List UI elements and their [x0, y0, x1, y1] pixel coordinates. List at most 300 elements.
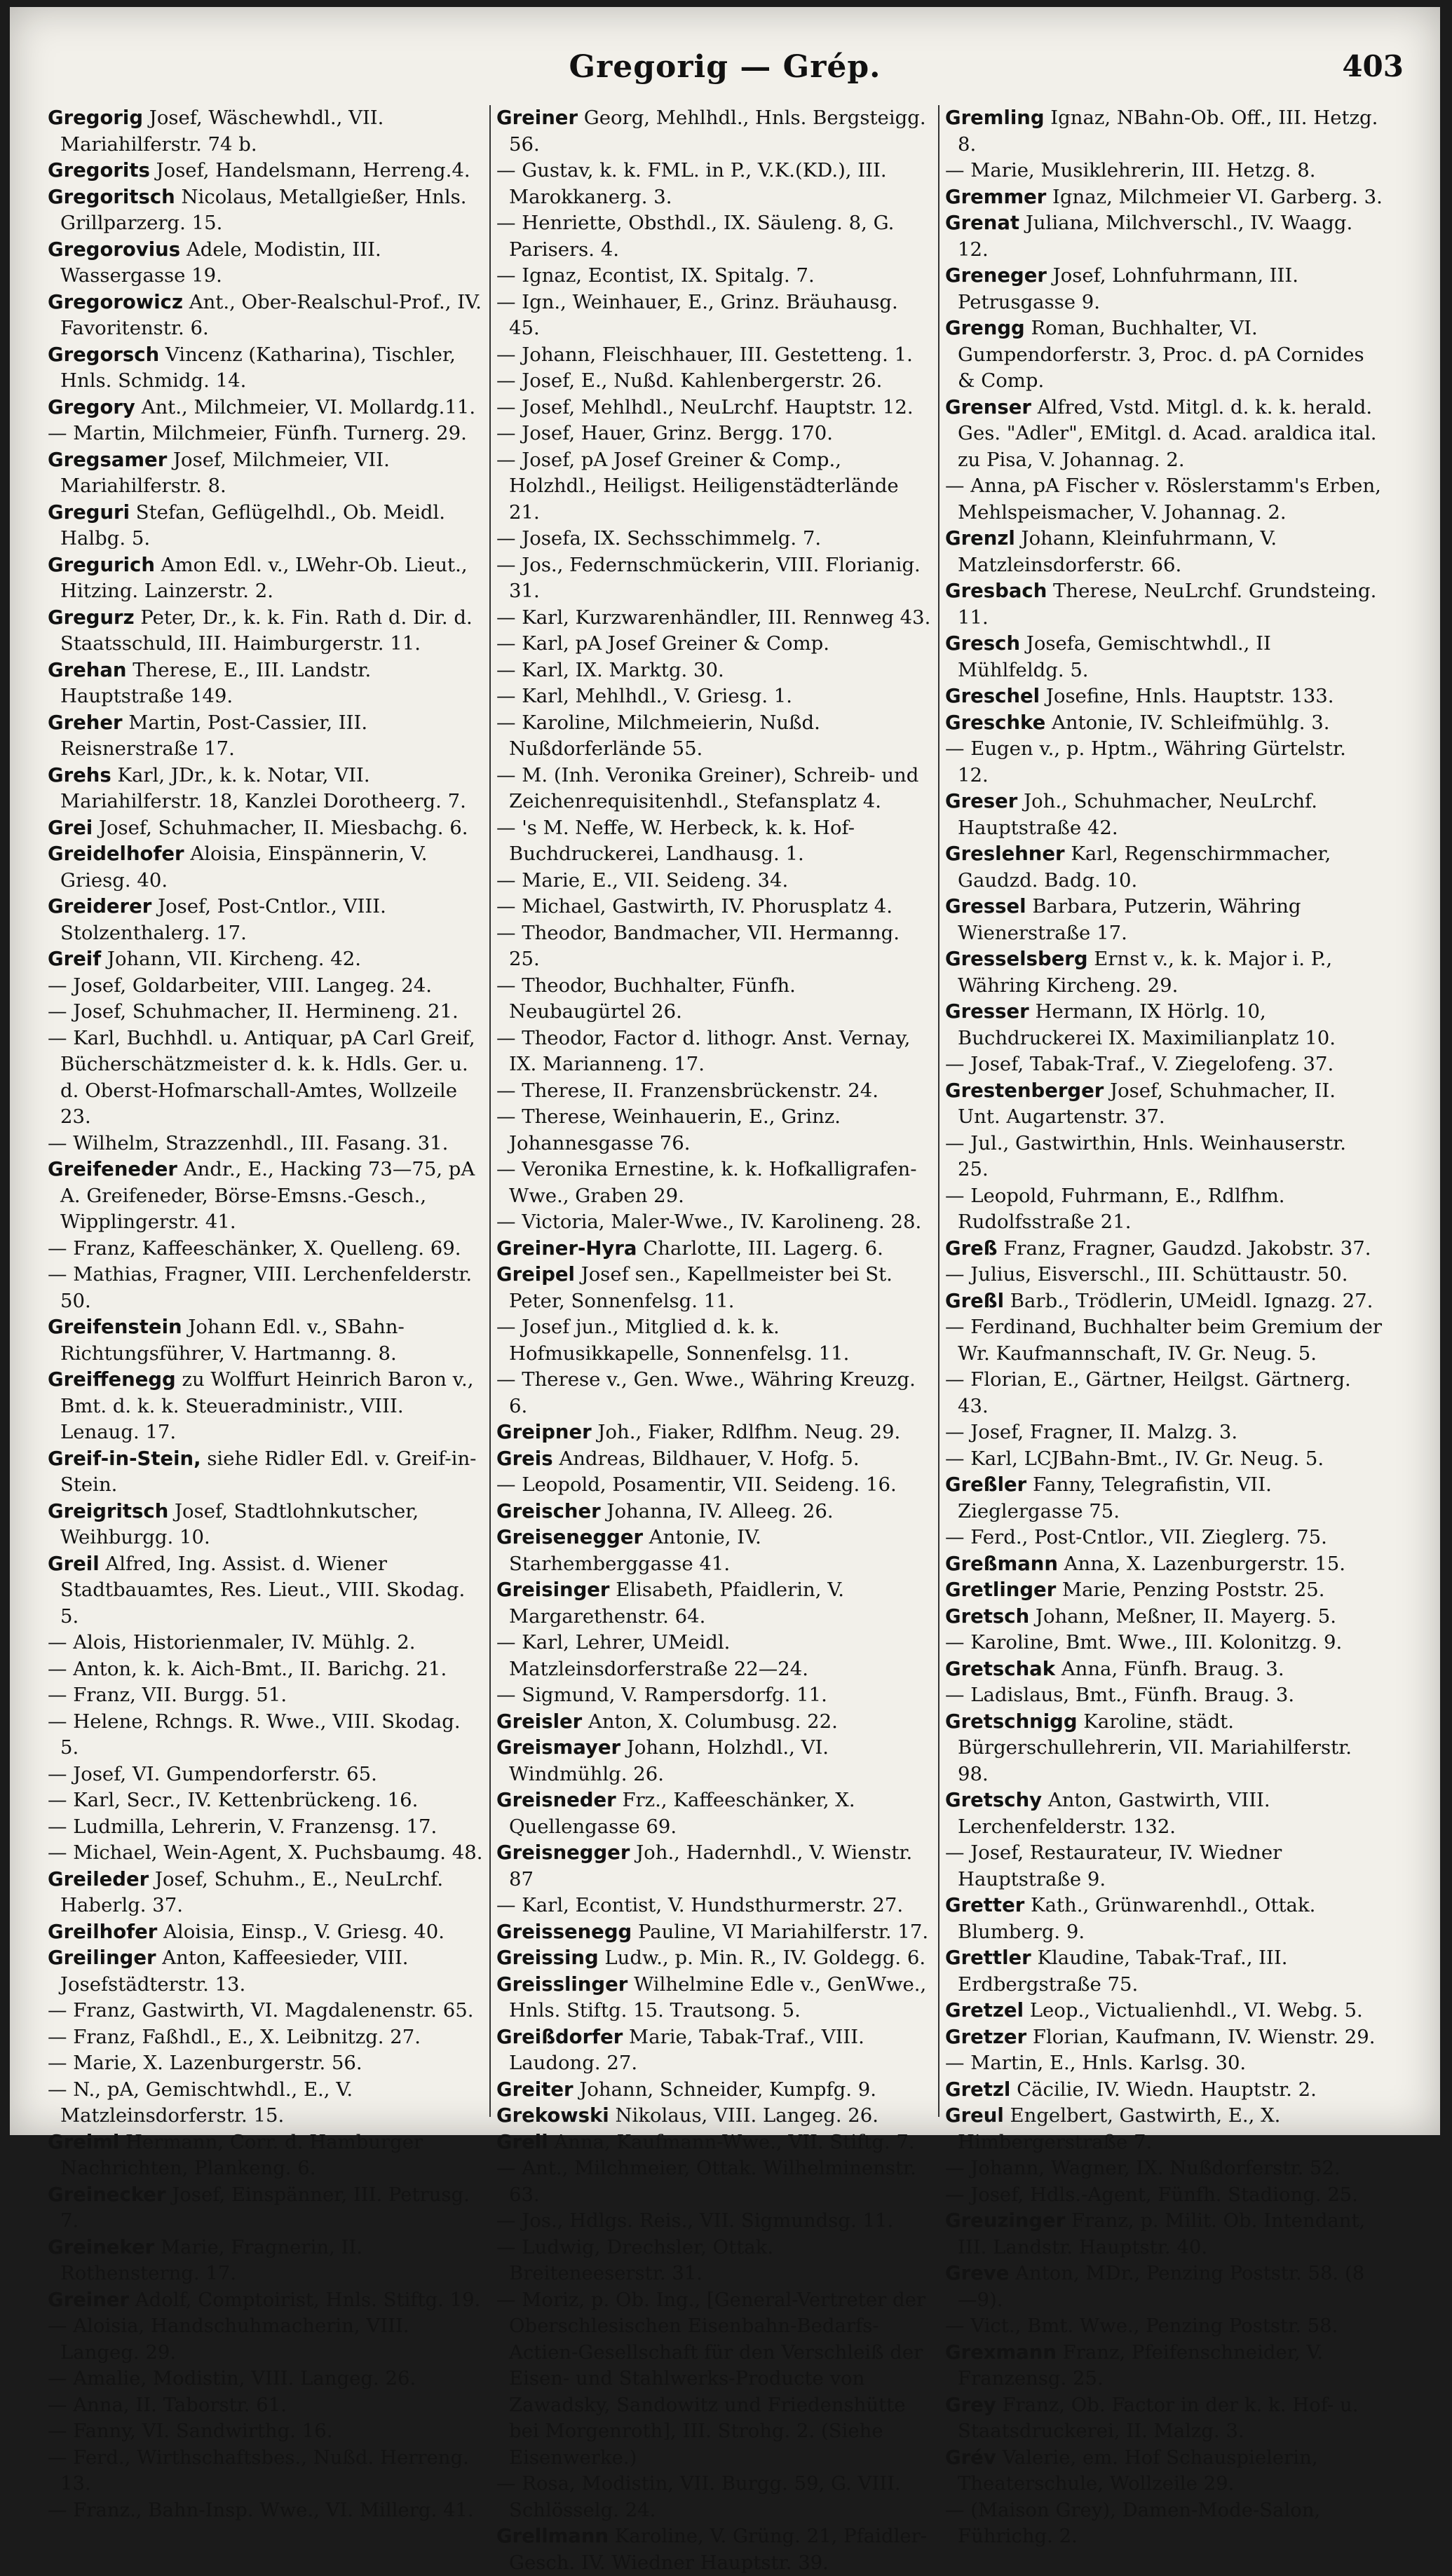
- entry-details: Johann, Kleinfuhrmann, V. Matzleinsdorferstr. 66.: [958, 527, 1277, 576]
- entry-details: — Michael, Gastwirth, IV. Phorusplatz 4.: [496, 895, 893, 918]
- entry-details: Aloisia, Einspännerin, V. Griesg. 40.: [60, 843, 428, 892]
- entry-details: Josefa, Gemischtwhdl., II Mühlfeldg. 5.: [958, 632, 1271, 681]
- entry-surname: Greißdorfer: [496, 2025, 623, 2048]
- entry-details: Alfred, Ing. Assist. d. Wiener Stadtbauamtes, Res. Lieut., VIII. Skodag. 5.: [60, 1552, 466, 1628]
- entry-details: Valerie, em. Hof Schauspielerin, Theaterschule, Wollzeile 29.: [958, 2446, 1318, 2495]
- entry-details: Josef, Schuhmacher, II. Miesbachg. 6.: [93, 816, 468, 839]
- directory-entry: [48, 2182, 484, 2235]
- entry-surname: Gregsamer: [48, 448, 168, 471]
- entry-details: — Franz, VII. Burgg. 51.: [48, 1684, 287, 1706]
- directory-entry: [945, 2155, 1383, 2182]
- entry-details: — Josef, Mehlhdl., NeuLrchf. Hauptstr. 12.: [496, 395, 914, 418]
- entry-details: — Sigmund, V. Rampersdorfg. 11.: [496, 1684, 827, 1706]
- entry-surname: Greneger: [945, 264, 1047, 287]
- directory-entry: [496, 210, 932, 263]
- entry-details: Franz, Fragner, Gaudzd. Jakobstr. 37.: [997, 1236, 1371, 1260]
- directory-entry: [496, 158, 932, 210]
- entry-surname: Grenzl: [945, 527, 1015, 550]
- entry-surname: Gretschnigg: [945, 1710, 1078, 1733]
- entry-details: — Rosa, Modistin, VII. Burgg. 59, G. VIII. Schlösselg. 24.: [496, 2472, 901, 2521]
- entry-surname: Grellmann: [496, 2525, 609, 2547]
- directory-entry: [945, 1787, 1383, 1840]
- directory-entry: [945, 2050, 1383, 2077]
- entry-details: Josef, Einspänner, III. Petrusg. 7.: [60, 2183, 470, 2232]
- entry-details: — Martin, E., Hnls. Karlsg. 30.: [945, 2052, 1247, 2074]
- directory-entry: [496, 1078, 932, 1105]
- entry-details: Johann Edl. v., SBahn-Richtungsführer, V. Hartmanng. 8.: [60, 1316, 405, 1365]
- directory-entry: [945, 2497, 1383, 2550]
- column-1: [42, 105, 491, 2521]
- entry-details: Adolf, Comptoirist, Hnls. Stiftg. 19.: [129, 2288, 481, 2311]
- entry-details: Elisabeth, Pfaidlerin, V. Margarethenstr. 64.: [509, 1579, 844, 1628]
- entry-details: Roman, Buchhalter, VI. Gumpendorferstr. 3, Proc. d. pA Cornides & Comp.: [958, 317, 1364, 392]
- directory-entry: [48, 447, 484, 500]
- entry-details: — Ferd., Wirthschaftsbes., Nußd. Herreng. 13.: [48, 2446, 469, 2495]
- entry-surname: Greiffenegg: [48, 1368, 176, 1391]
- entry-details: Nikolaus, VIII. Langeg. 26.: [609, 2104, 879, 2127]
- entry-details: — Karl, Secr., IV. Kettenbrückeng. 16.: [48, 1789, 419, 1811]
- directory-entry: [945, 473, 1383, 526]
- entry-surname: Greschel: [945, 685, 1040, 707]
- directory-entry: [496, 552, 932, 605]
- entry-surname: Greipner: [496, 1421, 592, 1443]
- entry-surname: Grei: [48, 816, 93, 839]
- directory-entry: [496, 1499, 932, 1525]
- directory-entry: [945, 315, 1383, 395]
- entry-details: — Florian, E., Gärtner, Heilgst. Gärtnerg. 43.: [945, 1368, 1351, 1417]
- entry-details: — Josef, Restaurateur, IV. Wiedner Hauptstraße 9.: [945, 1841, 1282, 1890]
- directory-entry: [48, 999, 484, 1025]
- directory-entry: [945, 2182, 1383, 2209]
- directory-entry: [945, 736, 1383, 789]
- directory-entry: [48, 395, 484, 421]
- directory-entry: [48, 1157, 484, 1236]
- directory-entry: [945, 2313, 1383, 2340]
- entry-surname: Greil: [48, 1552, 100, 1575]
- directory-entry: [496, 1236, 932, 1262]
- entry-details: Karoline, städt. Bürgerschullehrerin, VII. Mariahilferstr. 98.: [958, 1710, 1352, 1785]
- directory-entry: [496, 657, 932, 684]
- directory-entry: [496, 920, 932, 973]
- entry-surname: Gregorsch: [48, 343, 160, 366]
- entry-surname: Greiner: [496, 107, 578, 129]
- directory-entry: [945, 2024, 1383, 2051]
- entry-details: — Jul., Gastwirthin, Hnls. Weinhauserstr. 25.: [945, 1131, 1347, 1180]
- entry-details: — Theodor, Buchhalter, Fünfh. Neubaugürtel 26.: [496, 974, 796, 1023]
- entry-details: Josef, Milchmeier, VII. Mariahilferstr. 8.: [60, 448, 390, 497]
- entry-details: — Therese, II. Franzensbrückenstr. 24.: [496, 1079, 879, 1102]
- entry-surname: Greidelhofer: [48, 843, 184, 865]
- directory-entry: [48, 1131, 484, 1157]
- directory-entry: [496, 2129, 932, 2156]
- directory-entry: [496, 894, 932, 920]
- entry-details: Andr., E., Hacking 73—75, pA A. Greifeneder, Börse-Emsns.-Gesch., Wipplingerstr. 41.: [60, 1158, 475, 1233]
- directory-entry: [945, 2392, 1383, 2445]
- entry-details: — Ferd., Post-Cntlor., VII. Zieglerg. 75.: [945, 1526, 1327, 1548]
- entry-details: — Josef, Goldarbeiter, VIII. Langeg. 24.: [48, 974, 432, 997]
- running-head: Gregorig — Grép.: [569, 49, 881, 85]
- entry-surname: Gretlinger: [945, 1579, 1057, 1601]
- entry-surname: Gregorig: [48, 107, 144, 129]
- entry-details: Wilhelmine Edle v., GenWwe., Hnls. Stiftg. 15. Trautsong. 5.: [509, 1972, 927, 2022]
- directory-entry: [48, 1551, 484, 1630]
- entry-details: — Aloisia, Handschuhmacherin, VIII. Langeg. 29.: [48, 2315, 409, 2364]
- directory-entry: [496, 2155, 932, 2208]
- entry-surname: Gregorovius: [48, 238, 181, 261]
- directory-entry: [48, 1840, 484, 1867]
- entry-surname: Greif-in-Stein,: [48, 1447, 201, 1470]
- directory-entry: [945, 1183, 1383, 1236]
- entry-details: — Franz, Kaffeeschänker, X. Quelleng. 69.: [48, 1236, 461, 1260]
- directory-entry: [48, 1919, 484, 1946]
- directory-entry: [945, 210, 1383, 263]
- entry-surname: Greissenegg: [496, 1920, 632, 1943]
- directory-entry: [48, 1025, 484, 1131]
- directory-entry: [496, 1735, 932, 1787]
- entry-details: Karl, Regenschirmmacher, Gaudzd. Badg. 10.: [958, 843, 1331, 892]
- entry-details: — Jos., Hdlgs. Reis., VII. Sigmundsg. 11.: [496, 2209, 894, 2232]
- entry-details: Stefan, Geflügelhdl., Ob. Meidl. Halbg. 5.: [60, 500, 446, 550]
- entry-surname: Greissing: [496, 1947, 599, 1969]
- directory-entry: [48, 1630, 484, 1656]
- entry-details: Hermann, Corr. d. Hamburger Nachrichten, Plankeng. 6.: [60, 2130, 423, 2179]
- entry-details: Vincenz (Katharina), Tischler, Hnls. Schmidg. 14.: [60, 343, 456, 392]
- directory-entry: [496, 395, 932, 421]
- directory-entry: [945, 1314, 1383, 1367]
- directory-entry: [48, 1314, 484, 1367]
- entry-details: — Karl, IX. Marktg. 30.: [496, 658, 724, 681]
- entry-details: — Amalie, Modistin, VIII. Langeg. 26.: [48, 2367, 416, 2390]
- directory-entry: [496, 447, 932, 526]
- directory-page: [10, 7, 1440, 2574]
- directory-entry: [496, 342, 932, 369]
- entry-details: — Karl, Buchhdl. u. Antiquar, pA Carl Greif, Bücherschätzmeister d. k. k. Hdls. Ger. u. d. Oberst-Hofmarschall-Amtes, Wollzeile 23.: [48, 1026, 475, 1128]
- directory-entry: [48, 1656, 484, 1683]
- entry-details: Anna, Kaufmann-Wwe., VII. Stiftg. 7.: [548, 2130, 915, 2153]
- entry-surname: Gregory: [48, 395, 135, 418]
- directory-entry: [48, 1682, 484, 1709]
- entry-surname: Greß: [945, 1236, 998, 1260]
- entry-details: Josef, Post-Cntlor., VIII. Stolzenthalerg. 17.: [60, 895, 386, 944]
- entry-details: Barbara, Putzerin, Währing Wienerstraße 17.: [958, 895, 1301, 944]
- directory-entry: [48, 2050, 484, 2077]
- entry-details: Barb., Trödlerin, UMeidl. Ignazg. 27.: [1004, 1289, 1373, 1312]
- directory-entry: [496, 1682, 932, 1709]
- directory-entry: [496, 2103, 932, 2129]
- entry-details: — Karl, Econtist, V. Hundsthurmerstr. 27.: [496, 1894, 904, 1916]
- directory-entry: [496, 105, 932, 158]
- entry-surname: Gresch: [945, 632, 1021, 655]
- directory-entry: [496, 763, 932, 815]
- entry-surname: Gresbach: [945, 580, 1047, 602]
- directory-entry: [945, 946, 1383, 999]
- directory-entry: [48, 184, 484, 237]
- entry-surname: Greifeneder: [48, 1158, 177, 1180]
- directory-entry: [945, 1367, 1383, 1419]
- directory-entry: [496, 421, 932, 447]
- directory-entry: [48, 2392, 484, 2419]
- entry-surname: Greiderer: [48, 895, 152, 918]
- entry-details: — Mathias, Fragner, VIII. Lerchenfelderstr. 50.: [48, 1263, 473, 1312]
- directory-entry: [48, 1236, 484, 1262]
- entry-details: — Leopold, Posamentir, VII. Seideng. 16.: [496, 1473, 897, 1496]
- directory-entry: [945, 105, 1383, 158]
- directory-entry: [48, 2418, 484, 2445]
- directory-entry: [496, 605, 932, 632]
- entry-details: Anton, Gastwirth, VIII. Lerchenfelderstr. 132.: [958, 1789, 1270, 1838]
- entry-surname: Gregorowicz: [48, 290, 183, 313]
- entry-details: — Josef, VI. Gumpendorferstr. 65.: [48, 1762, 377, 1785]
- entry-details: — Ign., Weinhauer, E., Grinz. Bräuhausg. 45.: [496, 290, 898, 339]
- directory-entry: [48, 657, 484, 710]
- entry-surname: Gretschak: [945, 1657, 1056, 1680]
- directory-entry: [48, 552, 484, 605]
- entry-details: Cäcilie, IV. Wiedn. Hauptstr. 2.: [1010, 2078, 1317, 2101]
- entry-details: — Ludmilla, Lehrerin, V. Franzensg. 17.: [48, 1815, 437, 1838]
- directory-entry: [48, 1867, 484, 1919]
- entry-details: Franz, Ob. Factor in der k. k. Hof- u. Staatsdruckerei, II. Malzg. 3.: [958, 2393, 1359, 2442]
- directory-entry: [48, 2235, 484, 2287]
- directory-entry: [945, 1446, 1383, 1473]
- directory-entry: [496, 1472, 932, 1499]
- entry-surname: Gremmer: [945, 185, 1047, 208]
- directory-entry: [48, 2313, 484, 2366]
- entry-surname: Greßmann: [945, 1552, 1058, 1575]
- directory-entry: [48, 946, 484, 973]
- directory-entry: [945, 1893, 1383, 1945]
- entry-surname: Greiner: [48, 2288, 130, 2311]
- entry-details: Joh., Fiaker, Rdlfhm. Neug. 29.: [591, 1421, 901, 1443]
- entry-surname: Greser: [945, 790, 1018, 812]
- directory-entry: [945, 1288, 1383, 1315]
- entry-details: — Marie, E., VII. Seideng. 34.: [496, 868, 789, 892]
- entry-details: — Jos., Federnschmückerin, VIII. Florianig. 31.: [496, 553, 921, 602]
- entry-details: Johanna, IV. Alleeg. 26.: [600, 1499, 834, 1522]
- entry-details: — Josef, Hdls.-Agent, Fünfh. Stadiong. 25.: [945, 2183, 1359, 2206]
- directory-entry: [496, 1419, 932, 1446]
- entry-details: — Ferdinand, Buchhalter beim Gremium der Wr. Kaufmannschaft, IV. Gr. Neug. 5.: [945, 1316, 1382, 1365]
- entry-surname: Greiml: [48, 2130, 120, 2153]
- directory-entry: [496, 2471, 932, 2523]
- entry-details: — Franz, Gastwirth, VI. Magdalenenstr. 65.: [48, 1999, 474, 2022]
- entry-details: — Ignaz, Econtist, IX. Spitalg. 7.: [496, 264, 815, 287]
- entry-surname: Greguri: [48, 500, 130, 524]
- directory-entry: [945, 1236, 1383, 1262]
- directory-entry: [48, 841, 484, 894]
- entry-details: Karl, JDr., k. k. Notar, VII. Mariahilferstr. 18, Kanzlei Dorotheerg. 7.: [60, 763, 466, 812]
- directory-entry: [496, 263, 932, 289]
- directory-entry: [48, 2445, 484, 2497]
- directory-entry: [496, 1919, 932, 1946]
- entry-details: — 's M. Neffe, W. Herbeck, k. k. Hof-Buchdruckerei, Landhausg. 1.: [496, 816, 855, 865]
- entry-details: Pauline, VI Mariahilferstr. 17.: [632, 1920, 929, 1943]
- entry-details: Ant., Milchmeier, VI. Mollardg.11.: [135, 395, 476, 418]
- directory-entry: [496, 2523, 932, 2576]
- entry-surname: Gretter: [945, 1894, 1025, 1916]
- entry-details: Franz, p. Milit. Ob. Intendant, III. Landstr. Hauptstr. 40.: [958, 2209, 1366, 2258]
- directory-entry: [48, 2024, 484, 2051]
- entry-details: — Josef, Schuhmacher, II. Hermineng. 21.: [48, 1000, 459, 1023]
- entry-details: Josef sen., Kapellmeister bei St. Peter, Sonnenfelsg. 11.: [509, 1263, 893, 1312]
- directory-entry: [496, 1709, 932, 1736]
- entry-details: Marie, Fragnerin, II. Rothensterng. 17.: [60, 2235, 363, 2284]
- entry-details: Anton, X. Columbusg. 22.: [582, 1710, 838, 1733]
- entry-details: siehe Ridler Edl. v. Greif-in-Stein.: [60, 1447, 477, 1496]
- entry-details: — Michael, Wein-Agent, X. Puchsbaumg. 48.: [48, 1841, 483, 1864]
- directory-entry: [48, 1998, 484, 2024]
- entry-surname: Grév: [945, 2446, 996, 2469]
- entry-surname: Grexmann: [945, 2340, 1057, 2364]
- entry-surname: Greisler: [496, 1710, 583, 1733]
- directory-entry: [496, 1577, 932, 1630]
- entry-details: — Therese v., Gen. Wwe., Währing Kreuzg. 6.: [496, 1368, 916, 1417]
- entry-surname: Greisenegger: [496, 1526, 644, 1548]
- entry-details: Fanny, Telegrafistin, VII. Zieglergasse 75.: [958, 1473, 1272, 1522]
- entry-details: Johann, VII. Kircheng. 42.: [101, 948, 361, 970]
- directory-entry: [496, 1314, 932, 1367]
- entry-surname: Gretzl: [945, 2078, 1011, 2101]
- entry-details: Ignaz, NBahn-Ob. Off., III. Hetzg. 8.: [958, 107, 1378, 156]
- entry-surname: Greslehner: [945, 843, 1065, 865]
- entry-details: Aloisia, Einsp., V. Griesg. 40.: [157, 1920, 445, 1943]
- entry-details: — Wilhelm, Strazzenhdl., III. Fasang. 31.: [48, 1131, 449, 1154]
- entry-details: — Josefa, IX. Sechsschimmelg. 7.: [496, 527, 822, 550]
- entry-surname: Grenser: [945, 395, 1031, 418]
- directory-entry: [945, 2208, 1383, 2261]
- entry-surname: Greineker: [48, 2235, 155, 2258]
- entry-details: — Anna, pA Fischer v. Röslerstamm's Erben, Mehlspeismacher, V. Johannag. 2.: [945, 475, 1381, 524]
- directory-entry: [48, 1499, 484, 1551]
- entry-details: Josef, Wäschewhdl., VII. Mariahilferstr. 74 b.: [60, 107, 384, 156]
- directory-entry: [48, 1446, 484, 1499]
- directory-entry: [48, 973, 484, 1000]
- entry-details: Johann, Meßner, II. Mayerg. 5.: [1029, 1604, 1336, 1628]
- directory-entry: [48, 1262, 484, 1314]
- directory-entry: [496, 868, 932, 894]
- directory-entry: [48, 1761, 484, 1788]
- entry-details: — Veronika Ernestine, k. k. Hofkalligrafen-Wwe., Graben 29.: [496, 1158, 917, 1207]
- directory-entry: [48, 1787, 484, 1814]
- entry-details: — Anton, k. k. Aich-Bmt., II. Barichg. 21.: [48, 1657, 447, 1680]
- entry-surname: Greul: [945, 2104, 1004, 2127]
- directory-entry: [945, 1419, 1383, 1446]
- entry-details: Johann, Holzhdl., VI. Windmühlg. 26.: [509, 1736, 829, 1785]
- entry-surname: Greilhofer: [48, 1920, 158, 1943]
- directory-entry: [496, 526, 932, 552]
- directory-entry: [48, 1367, 484, 1446]
- entry-details: — Theodor, Bandmacher, VII. Hermanng. 25.: [496, 921, 900, 970]
- directory-entry: [48, 763, 484, 815]
- directory-entry: [945, 683, 1383, 710]
- entry-details: Martin, Post-Cassier, III. Reisnerstraße 17.: [60, 711, 368, 760]
- directory-entry: [945, 1998, 1383, 2024]
- directory-entry: [496, 368, 932, 395]
- directory-entry: [48, 1945, 484, 1998]
- entry-surname: Gresselsberg: [945, 948, 1088, 970]
- entry-details: Josefine, Hnls. Hauptstr. 133.: [1040, 685, 1334, 707]
- entry-details: Engelbert, Gastwirth, E., X. Himbergerstraße 7.: [958, 2104, 1281, 2153]
- directory-entry: [48, 1709, 484, 1761]
- directory-entry: [945, 789, 1383, 841]
- entry-surname: Grengg: [945, 317, 1025, 339]
- entry-details: — Josef, E., Nußd. Kahlenbergerstr. 26.: [496, 369, 883, 392]
- directory-entry: [945, 1709, 1383, 1788]
- entry-surname: Greis: [496, 1447, 553, 1470]
- entry-details: Josef, Stadtlohnkutscher, Weihburgg. 10.: [60, 1499, 419, 1548]
- page-number: 403: [1342, 49, 1404, 83]
- directory-entry: [496, 1446, 932, 1473]
- entry-details: Hermann, IX Hörlg. 10, Buchdruckerei IX. Maximilianplatz 10.: [958, 1000, 1336, 1049]
- directory-entry: [496, 710, 932, 763]
- directory-entry: [48, 894, 484, 946]
- directory-entry: [48, 1814, 484, 1841]
- entry-details: Leop., Victualienhdl., VI. Webg. 5.: [1024, 1999, 1363, 2022]
- directory-entry: [48, 605, 484, 657]
- entry-surname: Greisslinger: [496, 1972, 628, 1996]
- entry-details: — Karoline, Bmt. Wwe., III. Kolonitzg. 9.: [945, 1631, 1343, 1654]
- directory-entry: [945, 395, 1383, 474]
- entry-surname: Gretsch: [945, 1604, 1030, 1628]
- entry-surname: Greifenstein: [48, 1316, 182, 1338]
- entry-surname: Grell: [496, 2130, 548, 2153]
- entry-details: Andreas, Bildhauer, V. Hofg. 5.: [552, 1447, 860, 1470]
- entry-details: — Karl, Kurzwarenhändler, III. Rennweg 43.: [496, 606, 931, 629]
- entry-details: — M. (Inh. Veronika Greiner), Schreib- und Zeichenrequisitenhdl., Stefansplatz 4.: [496, 763, 919, 812]
- entry-details: — Ant., Milchmeier, Ottak. Wilhelminenstr. 63.: [496, 2157, 916, 2206]
- entry-surname: Greif: [48, 948, 102, 970]
- entry-details: Anton, Kaffeesieder, VIII. Josefstädterstr. 13.: [60, 1947, 409, 1996]
- directory-entry: [945, 2261, 1383, 2313]
- directory-entry: [496, 1525, 932, 1577]
- directory-entry: [48, 2497, 484, 2524]
- entry-surname: Greßl: [945, 1289, 1004, 1312]
- entry-details: Therese, NeuLrchf. Grundsteing. 11.: [958, 580, 1377, 629]
- column-3: [939, 105, 1388, 2547]
- entry-details: — Alois, Historienmaler, IV. Mühlg. 2.: [48, 1631, 416, 1654]
- entry-details: — Josef jun., Mitglied d. k. k. Hofmusikkapelle, Sonnenfelsg. 11.: [496, 1316, 850, 1365]
- entry-surname: Grestenberger: [945, 1079, 1104, 1102]
- entry-details: — Vict., Bmt. Wwe., Penzing Poststr. 58.: [945, 2315, 1338, 2337]
- directory-entry: [496, 1262, 932, 1314]
- directory-entry: [496, 1367, 932, 1419]
- entry-details: Franz, Pfeifenschneider, V. Franzensg. 25.: [958, 2340, 1324, 2390]
- directory-entry: [945, 1131, 1383, 1183]
- entry-details: — Martin, Milchmeier, Fünfh. Turnerg. 29.: [48, 422, 467, 444]
- directory-entry: [496, 1945, 932, 1972]
- directory-entry: [48, 342, 484, 395]
- directory-entry: [496, 815, 932, 868]
- entry-details: — Karl, Lehrer, UMeidl. Matzleinsdorferstraße 22—24.: [496, 1631, 809, 1680]
- directory-entry: [48, 500, 484, 552]
- columns: [42, 105, 1404, 2574]
- entry-details: Josef, Lohnfuhrmann, III. Petrusgasse 9.: [958, 264, 1299, 313]
- directory-entry: [945, 1656, 1383, 1683]
- entry-details: Marie, Tabak-Traf., VIII. Laudong. 27.: [509, 2025, 864, 2074]
- entry-details: — Karl, pA Josef Greiner & Comp.: [496, 632, 829, 655]
- entry-details: — Ludwig, Drechsler, Ottak. Breiteneeserstr. 31.: [496, 2235, 774, 2284]
- entry-details: Anna, X. Lazenburgerstr. 15.: [1057, 1552, 1346, 1575]
- directory-entry: [945, 184, 1383, 211]
- directory-entry: [945, 1630, 1383, 1656]
- entry-surname: Grekowski: [496, 2104, 609, 2127]
- directory-entry: [48, 710, 484, 763]
- entry-surname: Gressel: [945, 895, 1026, 918]
- entry-details: — Josef, Fragner, II. Malzg. 3.: [945, 1421, 1238, 1443]
- column-2: [491, 105, 939, 2574]
- directory-entry: [48, 2077, 484, 2129]
- entry-details: Joh., Schuhmacher, NeuLrchf. Hauptstraße 42.: [958, 790, 1317, 839]
- entry-details: Johann, Schneider, Kumpfg. 9.: [573, 2078, 876, 2101]
